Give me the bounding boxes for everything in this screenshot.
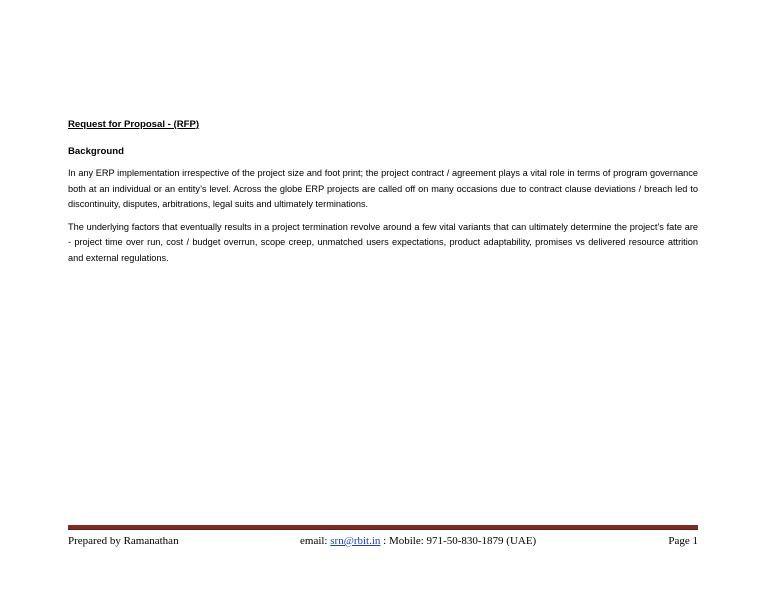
paragraph-1: In any ERP implementation irrespective of the project size and foot print; the project contract / agreement plays a vital role in terms of program governance both at an individual or an entity’s level. Across the globe ERP projects are called off on many occasions due to contract clause deviations / breach led to discontinuity, disputes, arbitrations, legal suits and ultimately terminations. [68,168,698,209]
email-label: email: [300,535,331,547]
prepared-by: Prepared by Ramanathan [68,535,179,547]
footer-divider [68,525,698,530]
page-number: Page 1 [668,535,698,547]
document-title: Request for Proposal - (RFP) [68,119,200,130]
paragraph-2: The underlying factors that eventually results in a project termination revolve around a few vital variants that can ultimately determine the project’s fate are - project time over run, cost / budget overrun, scope creep, unmatched users expectations, product adaptability, promises vs delivered resource attrition and external regulations. [68,221,698,263]
section-heading: Background [68,146,124,157]
page-content [68,118,698,273]
email-link[interactable]: srn@rbit.in [330,535,381,547]
contact-info [300,533,536,549]
mobile-info: : Mobile: 971-50-830-1879 (UAE) [380,535,537,547]
page-footer [68,533,698,549]
